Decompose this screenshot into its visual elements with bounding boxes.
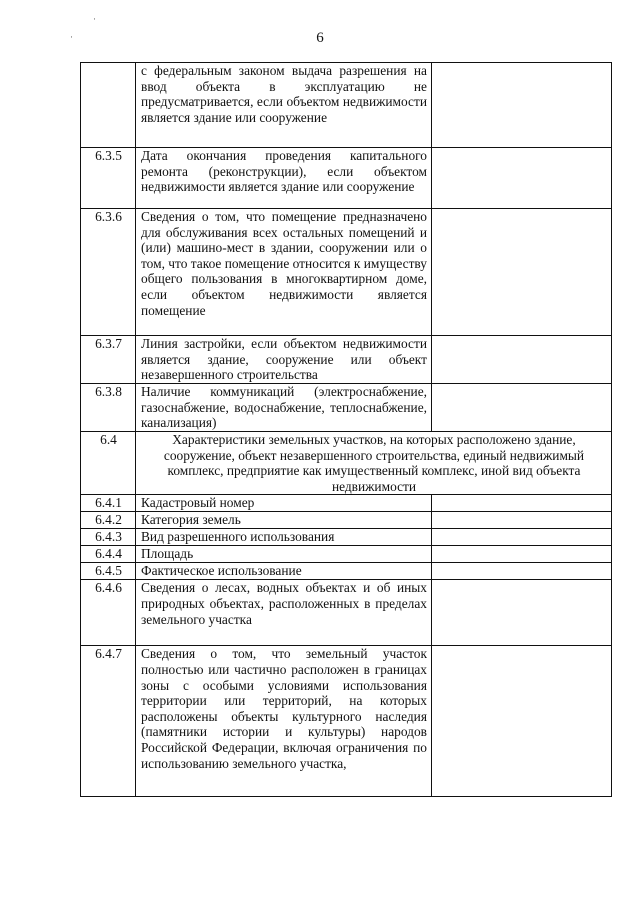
- row-number: 6.4.3: [81, 529, 136, 546]
- section-row: [81, 432, 612, 495]
- table-row: [81, 209, 612, 336]
- row-value-cell: [432, 209, 612, 336]
- row-description: Фактическое использование: [136, 563, 432, 580]
- table-row: [81, 495, 612, 512]
- table-row: [81, 529, 612, 546]
- row-number: 6.4.5: [81, 563, 136, 580]
- row-description: Сведения о лесах, водных объектах и об иных природных объектах, расположенных в пределах земельного участка: [136, 580, 432, 646]
- table-row: [81, 336, 612, 384]
- row-value-cell: [432, 148, 612, 209]
- row-description: Площадь: [136, 546, 432, 563]
- row-description: Сведения о том, что земельный участок полностью или частично расположен в границах зоны с особыми условиями использования территории или территорий, на которых расположены объекты культурного наследия (памятники истории и культуры) народов Российской Федерации, включая ограничения по использованию земельного участка,: [136, 646, 432, 797]
- row-number: 6.4.7: [81, 646, 136, 797]
- row-number: 6.3.7: [81, 336, 136, 384]
- row-description: Дата окончания проведения капитального ремонта (реконструкции), если объектом недвижимости является здание или сооружение: [136, 148, 432, 209]
- row-description: Наличие коммуникаций (электроснабжение, газоснабжение, водоснабжение, теплоснабжение, канализация): [136, 384, 432, 432]
- table-row: [81, 646, 612, 797]
- row-value-cell: [432, 529, 612, 546]
- row-value-cell: [432, 384, 612, 432]
- row-description: Линия застройки, если объектом недвижимости является здание, сооружение или объект незавершенного строительства: [136, 336, 432, 384]
- section-heading: Характеристики земельных участков, на которых расположено здание, сооружение, объект незавершенного строительства, единый недвижимый комплекс, предприятие как имущественный комплекс, иной вид объекта недвижимости: [136, 432, 612, 495]
- row-value-cell: [432, 563, 612, 580]
- section-number: 6.4: [81, 432, 136, 495]
- row-value-cell: [432, 580, 612, 646]
- row-number: 6.4.1: [81, 495, 136, 512]
- table-row: [81, 384, 612, 432]
- row-description: Вид разрешенного использования: [136, 529, 432, 546]
- row-number: 6.3.8: [81, 384, 136, 432]
- table-row: [81, 563, 612, 580]
- row-number: [81, 63, 136, 148]
- row-number: 6.4.4: [81, 546, 136, 563]
- row-number: 6.4.2: [81, 512, 136, 529]
- row-value-cell: [432, 336, 612, 384]
- scan-speck: ·: [93, 14, 96, 24]
- table-row: [81, 148, 612, 209]
- row-value-cell: [432, 63, 612, 148]
- row-number: 6.4.6: [81, 580, 136, 646]
- page-number: 6: [316, 30, 324, 46]
- table-row: [81, 546, 612, 563]
- row-description: Категория земель: [136, 512, 432, 529]
- table-row: [81, 512, 612, 529]
- row-description: с федеральным законом выдача разрешения на ввод объекта в эксплуатацию не предусматривается, если объектом недвижимости является здание или сооружение: [136, 63, 432, 148]
- row-value-cell: [432, 495, 612, 512]
- row-number: 6.3.6: [81, 209, 136, 336]
- row-value-cell: [432, 512, 612, 529]
- table-row: [81, 580, 612, 646]
- table-row: [81, 63, 612, 148]
- row-number: 6.3.5: [81, 148, 136, 209]
- row-value-cell: [432, 546, 612, 563]
- row-value-cell: [432, 646, 612, 797]
- row-description: Кадастровый номер: [136, 495, 432, 512]
- characteristics-table: [80, 62, 612, 797]
- scan-speck: ·: [70, 32, 73, 42]
- row-description: Сведения о том, что помещение предназначено для обслуживания всех остальных помещений и (или) машино-мест в здании, сооружении или о том, что такое помещение относится к имуществу общего пользования в многоквартирном доме, если объектом недвижимости является помещение: [136, 209, 432, 336]
